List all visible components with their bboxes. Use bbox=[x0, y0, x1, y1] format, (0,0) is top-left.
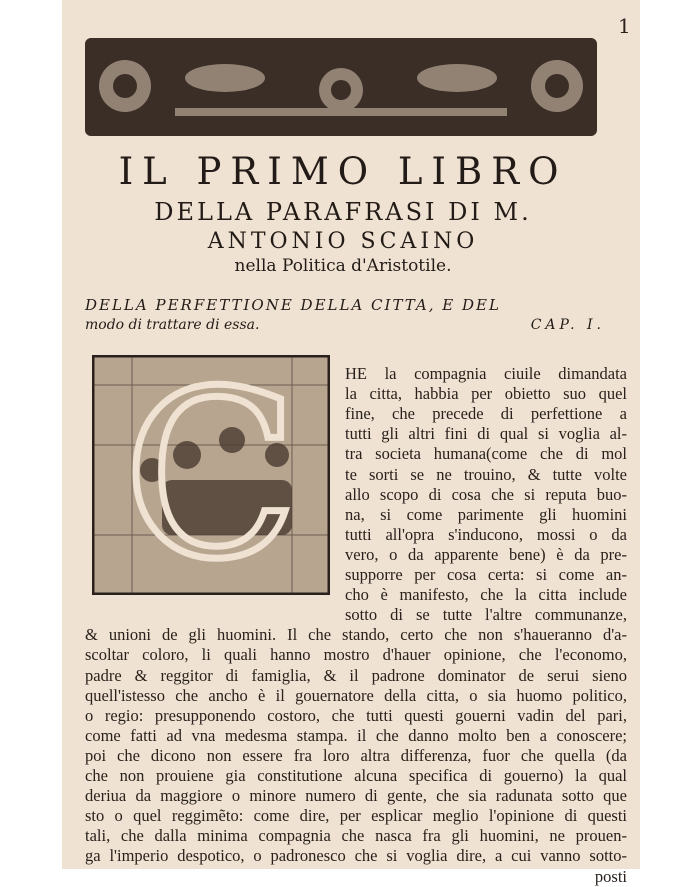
body-line: che non prouiene gia constitutione alcuna specifica di gouerno) la qual bbox=[85, 766, 627, 785]
body-line: o regio: presupponendo costoro, che tutti questi gouerni vadin del pari, bbox=[85, 705, 627, 725]
body-line: HE la compagnia ciuile dimandata bbox=[345, 364, 627, 383]
chapter-subheading-row bbox=[85, 317, 625, 333]
body-line: & unioni de gli huomini. Il che stando, certo che non s'haueranno d'a- bbox=[85, 625, 627, 645]
body-line: ga l'imperio despotico, o padronesco che si voglia dire, a cui vanno sotto- bbox=[85, 846, 627, 866]
body-line: la citta, habbia per obietto suo quel bbox=[345, 384, 627, 404]
body-line: tali, che dalla minima compagnia che nasca fra gli huomini, ne prouen- bbox=[85, 826, 627, 846]
body-line: tra societa humana(come che di mol bbox=[345, 444, 627, 464]
body-line: posti bbox=[594, 866, 627, 886]
body-line: supporre per cosa certa: si come an- bbox=[345, 565, 627, 584]
body-line: deriua da maggiore o minore numero di gente, che sia radunata sotto que bbox=[85, 786, 627, 806]
body-line: tutti gli altri fini di qual si voglia al- bbox=[345, 424, 627, 444]
ornamental-headpiece bbox=[85, 38, 597, 136]
body-line: cho è manifesto, che la citta include bbox=[345, 585, 627, 605]
chapter-heading: DELLA PERFETTIONE DELLA CITTA, E DEL bbox=[85, 296, 501, 314]
woodcut-initial bbox=[92, 355, 330, 595]
body-line: allo scopo di cosa che si reputa buo- bbox=[345, 484, 627, 504]
author-name: ANTONIO SCAINO bbox=[207, 229, 479, 254]
body-line: quell'istesso che ancho è il gouernatore della citta, o sia huomo politico, bbox=[85, 685, 627, 705]
body-line: fine, che precede di perfettione a bbox=[345, 404, 627, 424]
body-line: padre & reggitor di famiglia, & il padrone dominator de serui sieno bbox=[85, 665, 627, 685]
body-line: scoltar coloro, li quali hanno mostro d'hauer opinione, che l'economo, bbox=[85, 645, 627, 665]
body-line: tutti all'opra s'inducono, mossi o da bbox=[345, 524, 627, 544]
chapter-number: CAP. I. bbox=[530, 317, 605, 333]
title-line-4: nella Politica d'Aristotile. bbox=[234, 256, 452, 276]
title-line-2: DELLA PARAFRASI DI M. bbox=[154, 198, 532, 226]
body-line: sotto di se tutte l'altre communanze, bbox=[345, 605, 627, 625]
page-number: 1 bbox=[618, 14, 631, 38]
chapter-subheading: modo di trattare di essa. bbox=[85, 317, 260, 333]
body-line: na, si come parimente gli huomini bbox=[345, 504, 627, 524]
title-line-1: IL PRIMO LIBRO bbox=[118, 150, 568, 193]
body-line: come fatti ad vna medesma stampa. il che danno molto ben a conoscere; bbox=[85, 725, 627, 745]
body-line: vero, o da apparente bene) è da pre- bbox=[345, 544, 627, 564]
initial-letter: C bbox=[123, 355, 299, 595]
body-line: te sorti se ne trouino, & tutte volte bbox=[345, 464, 627, 484]
body-line: sto o quel reggimẽto: come dire, per esplicar meglio l'opinione di questi bbox=[85, 806, 627, 826]
body-line: poi che dicono non essere fra loro altra differenza, fuor che quella (da bbox=[85, 745, 627, 765]
